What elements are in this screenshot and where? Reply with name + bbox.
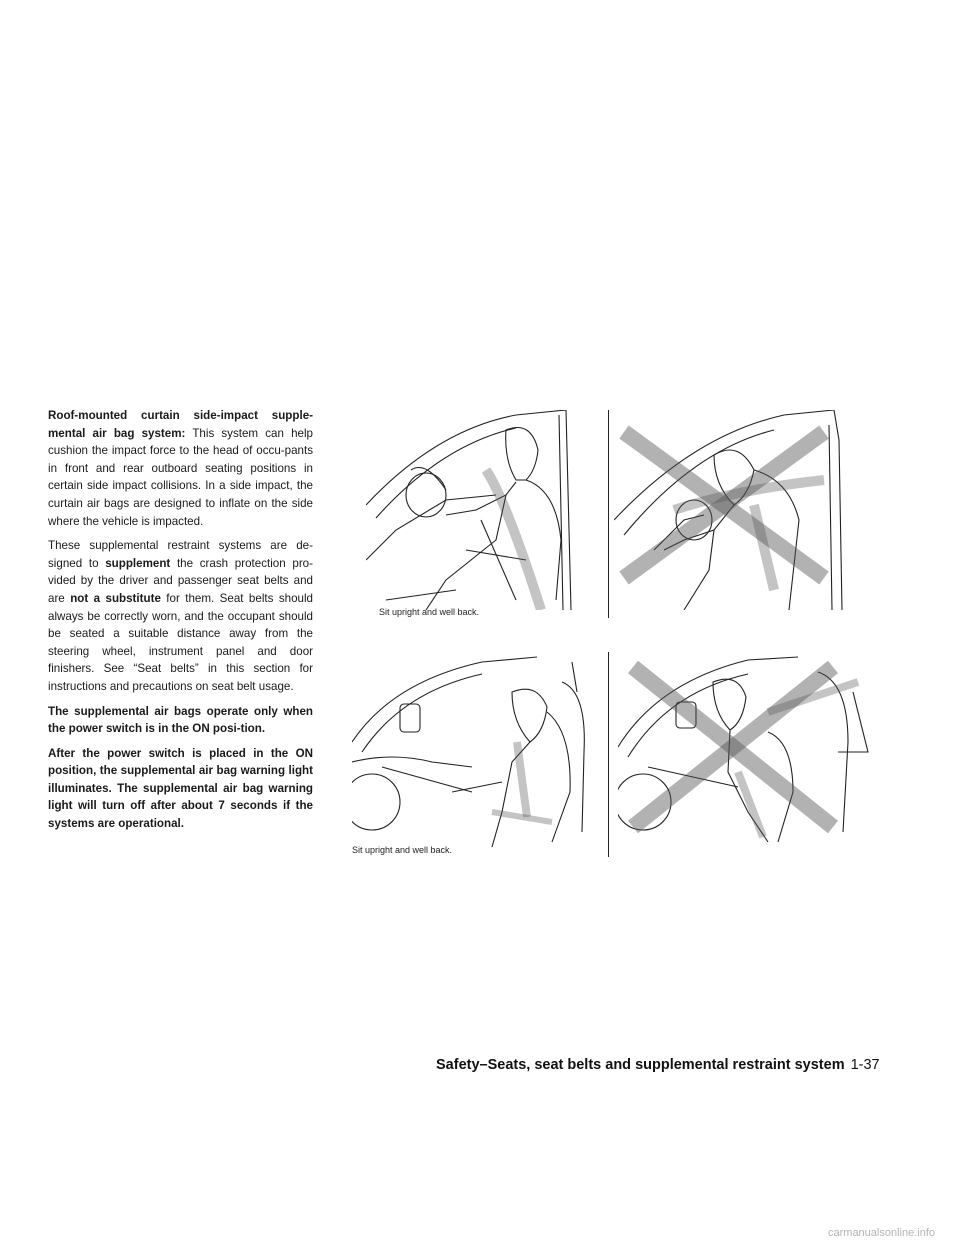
supplemental-text-a: These supplemental restraint systems are de-signed to (48, 539, 313, 570)
supplemental-emphasis: supplement (105, 556, 171, 570)
paragraph-power-switch (48, 703, 313, 738)
power-switch-note: The supplemental air bags operate only when the power switch is in the ON posi-tion. (48, 704, 313, 736)
page-number: 1-37 (850, 1057, 880, 1073)
caption-bottom: Sit upright and well back. (352, 845, 453, 855)
divider-top (608, 410, 609, 618)
figure-driver-incorrect (614, 410, 864, 610)
paragraph-supplemental (48, 537, 313, 695)
warning-light-note: After the power switch is placed in the ON position, the supplemental air bag warning light illuminates. The supplemental air bag warning light will turn off after about 7 seconds if the systems are operational. (48, 746, 313, 831)
supplemental-text-c: the crash protection pro-vided by the driver and passenger seat belts and are (48, 556, 313, 605)
paragraph-warning-light (48, 745, 313, 833)
figure-driver-correct (366, 410, 606, 610)
supplemental-text-e: for them. Seat belts should always be correctly worn, and the occupant should be seated a suitable distance away from the steering wheel, instrument panel and door finishers. See “Seat belts” in this section for instructions and precautions on seat belt usage. (48, 591, 314, 693)
caption-top: Sit upright and well back. (379, 607, 480, 617)
figure-passenger-correct (352, 652, 602, 847)
curtain-airbag-heading: Roof-mounted curtain side-impact supple-mental air bag system: (48, 409, 313, 440)
footer-section-title: Safety–Seats, seat belts and supplemental restraint system (436, 1057, 845, 1073)
curtain-airbag-text: This system can help cushion the impact force to the head of occu-pants in front and rear outboard seating positions in certain side impact collisions. In a side impact, the curtain air bags are designed to inflate on the side where the vehicle is impacted. (48, 426, 313, 528)
paragraph-curtain-airbag (48, 407, 313, 530)
not-substitute-emphasis: not a substitute (70, 591, 161, 605)
page-footer (436, 1057, 926, 1073)
figure-passenger-incorrect (618, 652, 873, 847)
watermark: carmanualsonline.info (828, 1227, 936, 1239)
body-text (48, 407, 313, 840)
divider-bottom (608, 652, 609, 857)
